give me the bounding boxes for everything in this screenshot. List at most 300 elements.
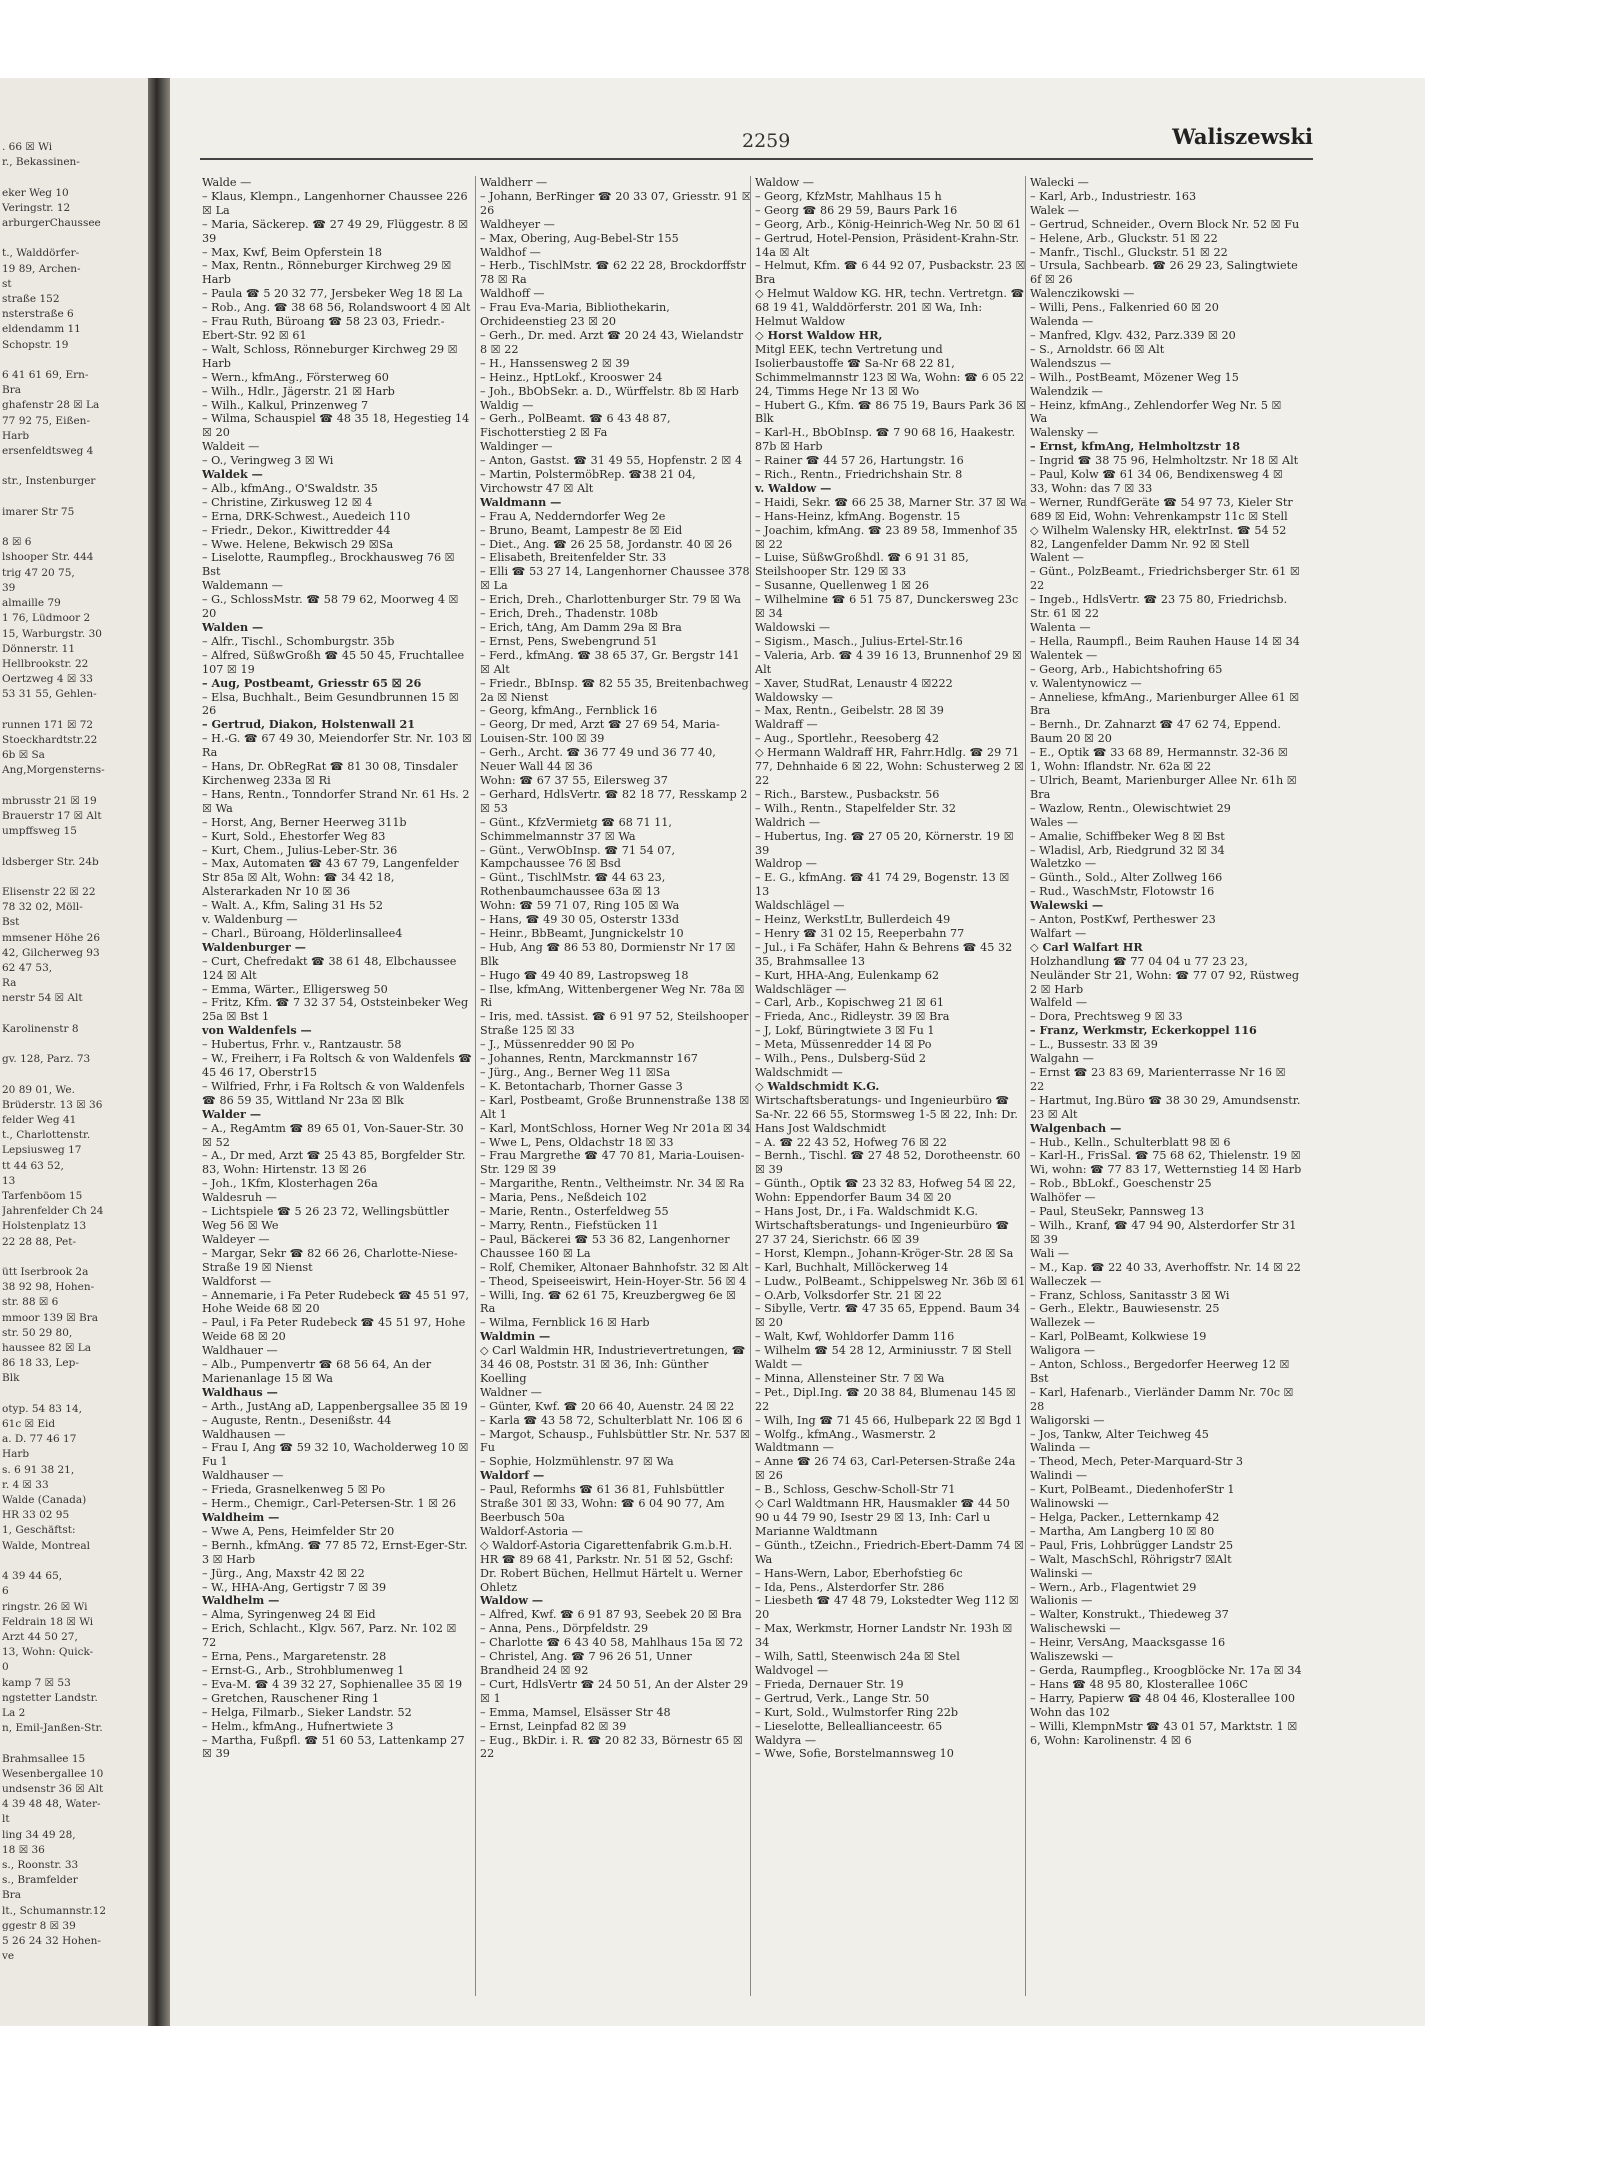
fragment-line: Arzt 44 50 27, bbox=[2, 1630, 78, 1643]
directory-entry: – Paul, Fris, Lohbrügger Landstr 25 bbox=[1030, 1538, 1234, 1552]
surname-heading: Waldyra — bbox=[755, 1733, 817, 1747]
directory-entry: – Wazlow, Rentn., Olewischtwiet 29 bbox=[1030, 801, 1231, 815]
fragment-line bbox=[2, 1007, 146, 1022]
directory-entry: – Karla ☎ 43 58 72, Schulterblatt Nr. 106 ☒ 6 bbox=[480, 1413, 743, 1427]
fragment-line: Schopstr. 19 bbox=[2, 338, 69, 351]
fragment-line: ve bbox=[2, 1950, 15, 1963]
surname-heading: Waldhoff — bbox=[480, 287, 545, 301]
fragment-line: ling 34 49 28, bbox=[2, 1828, 76, 1841]
fragment-line: str., Instenburger bbox=[2, 475, 96, 488]
directory-entry: – Auguste, Rentn., Desenißstr. 44 bbox=[202, 1413, 392, 1427]
header-rule bbox=[200, 158, 1313, 160]
directory-entry: – Wilma, Schauspiel ☎ 48 35 18, Hegestieg 14 ☒ 20 bbox=[202, 412, 470, 440]
fragment-line: Brüderstr. 13 ☒ 36 bbox=[2, 1098, 103, 1111]
surname-heading: Waldhausen — bbox=[202, 1427, 286, 1441]
directory-entry: – E. G., kfmAng. ☎ 41 74 29, Bogenstr. 13 ☒ 13 bbox=[755, 871, 1010, 899]
previous-page-edge bbox=[0, 78, 153, 2026]
surname-heading: Walenda — bbox=[1030, 315, 1094, 329]
directory-entry: – Diet., Ang. ☎ 26 25 58, Jordanstr. 40 ☒ 26 bbox=[480, 537, 733, 551]
directory-entry: – Ferd., kfmAng. ☎ 38 65 37, Gr. Bergstr 141 ☒ Alt bbox=[480, 648, 740, 676]
directory-entry: – Kurt, Chem., Julius-Leber-Str. 36 bbox=[202, 843, 398, 857]
directory-entry: – Iris, med. tAssist. ☎ 6 91 97 52, Steilshooper Straße 125 ☒ 33 bbox=[480, 1010, 749, 1038]
directory-entry: – Wern., Arb., Flagentwiet 29 bbox=[1030, 1580, 1197, 1594]
surname-heading: v. Walentynowicz — bbox=[1030, 676, 1142, 690]
fragment-line: 1, Geschäftst: bbox=[2, 1524, 76, 1537]
directory-entry: – Werner, RundfGeräte ☎ 54 97 73, Kieler Str 689 ☒ Eid, Wohn: Vehrenkampstr 11c ☒ Stell bbox=[1030, 495, 1293, 523]
directory-entry: – Ingrid ☎ 38 75 96, Helmholtzstr. Nr 18 ☒ Alt bbox=[1030, 454, 1299, 468]
directory-entry: – Karl, Buchhalt, Millöckerweg 14 bbox=[755, 1260, 949, 1274]
fragment-line: 19 89, Archen- bbox=[2, 262, 81, 275]
fragment-line: Blk bbox=[2, 1372, 20, 1385]
fragment-line: 77 92 75, Eißen- bbox=[2, 414, 90, 427]
fragment-line: ldsberger Str. 24b bbox=[2, 855, 99, 868]
fragment-line: mmoor 139 ☒ Bra bbox=[2, 1311, 99, 1324]
directory-entry: – Wwe. Helene, Bekwisch 29 ☒Sa bbox=[202, 537, 394, 551]
directory-entry: – Georg, Arb., König-Heinrich-Weg Nr. 50 ☒ 61 bbox=[755, 217, 1022, 231]
fragment-line: Tarfenböom 15 bbox=[2, 1190, 83, 1203]
directory-entry: – Günter, Kwf. ☎ 20 66 40, Auenstr. 24 ☒ 22 bbox=[480, 1399, 735, 1413]
fragment-line: undsenstr 36 ☒ Alt bbox=[2, 1782, 104, 1795]
directory-entry: – Ernst-G., Arb., Strohblumenweg 1 bbox=[202, 1663, 405, 1677]
directory-entry: – Sibylle, Vertr. ☎ 47 35 65, Eppend. Baum 34 ☒ 20 bbox=[755, 1302, 1021, 1330]
fragment-line bbox=[2, 170, 146, 185]
directory-entry: – Valeria, Arb. ☎ 4 39 16 13, Brunnenhof 29 ☒ Alt bbox=[755, 648, 1023, 676]
directory-entry: – Harry, Papierw ☎ 48 04 46, Klosterallee 100 Wohn das 102 bbox=[1030, 1691, 1296, 1719]
fragment-line: Ra bbox=[2, 977, 17, 990]
fragment-line bbox=[2, 703, 146, 718]
fragment-line: Harb bbox=[2, 429, 30, 442]
directory-entry: – Jürg., Ang, Maxstr 42 ☒ 22 bbox=[202, 1566, 365, 1580]
fragment-line: 5 26 24 32 Hohen- bbox=[2, 1934, 101, 1947]
directory-entry: Mitgl EEK, techn Vertretung und Isolierbaustoffe ☎ Sa-Nr 68 22 81, Schimmelmannstr 123 ☒ Wa, Wohn: ☎ 6 05 22 24, Timms Hege Nr 13 ☒ Wo bbox=[755, 342, 1025, 398]
surname-heading: Walewski — bbox=[1030, 898, 1104, 913]
fragment-line: n, Emil-Janßen-Str. bbox=[2, 1722, 103, 1735]
surname-heading: Waldhelm — bbox=[202, 1593, 280, 1608]
directory-entry: – Alfr., Tischl., Schomburgstr. 35b bbox=[202, 634, 395, 648]
surname-heading: Walinski — bbox=[1030, 1566, 1093, 1580]
directory-entry: – Hans, Dr. ObRegRat ☎ 81 30 08, Tinsdaler Kirchenweg 233a ☒ Ri bbox=[202, 760, 458, 787]
directory-entry: – Frau I, Ang ☎ 59 32 10, Wacholderweg 10 ☒ Fu 1 bbox=[202, 1441, 469, 1469]
surname-heading: Walden — bbox=[202, 620, 264, 634]
directory-entry: – A. ☎ 22 43 52, Hofweg 76 ☒ 22 bbox=[755, 1135, 947, 1149]
directory-entry: – Aug., Sportlehr., Reesoberg 42 bbox=[755, 732, 940, 746]
fragment-line: 0 bbox=[2, 1661, 9, 1674]
fragment-line bbox=[2, 353, 146, 368]
directory-entry: – Willi, Pens., Falkenried 60 ☒ 20 bbox=[1030, 301, 1219, 315]
directory-entry: – B., Schloss, Geschw-Scholl-Str 71 bbox=[755, 1483, 956, 1497]
surname-heading: Waliszewski — bbox=[1030, 1650, 1114, 1664]
directory-entry: – Wwe, Sofie, Borstelmannsweg 10 bbox=[755, 1747, 954, 1761]
surname-heading: Waldmin — bbox=[480, 1329, 551, 1344]
directory-entry: – Horst, Klempn., Johann-Kröger-Str. 28 ☒ Sa bbox=[755, 1246, 1014, 1260]
surname-heading: Waldhauser — bbox=[202, 1469, 284, 1483]
fragment-line: ggestr 8 ☒ 39 bbox=[2, 1919, 76, 1932]
directory-entry: – M., Kap. ☎ 22 40 33, Averhoffstr. Nr. 14 ☒ 22 bbox=[1030, 1260, 1301, 1274]
directory-entry: – Rolf, Chemiker, Altonaer Bahnhofstr. 32 ☒ Alt bbox=[480, 1260, 749, 1274]
directory-entry: – Paul, i Fa Peter Rudebeck ☎ 45 51 97, Hohe Weide 68 ☒ 20 bbox=[202, 1316, 466, 1344]
fragment-line bbox=[2, 870, 146, 885]
directory-entry: Holzhandlung ☎ 77 04 04 u 77 23 23, Neuländer Str 21, Wohn: ☎ 77 07 92, Rüstweg 2 ☒ Harb bbox=[1030, 954, 1300, 996]
fragment-line bbox=[2, 1736, 146, 1751]
surname-heading: Waldorf — bbox=[480, 1468, 545, 1483]
directory-entry: ◇ Carl Waldmin HR, Industrievertretungen, ☎ 34 46 08, Poststr. 31 ☒ 36, Inh: Günther Koelling bbox=[480, 1344, 746, 1385]
fragment-line: 39 bbox=[2, 581, 16, 594]
directory-entry: – Alb., kfmAng., O'Swaldstr. 35 bbox=[202, 481, 378, 495]
surname-heading: Waldowsky — bbox=[755, 690, 833, 704]
surname-heading: Waldt — bbox=[755, 1358, 803, 1372]
directory-column-4 bbox=[1030, 176, 1302, 1747]
fragment-line: eldendamm 11 bbox=[2, 323, 81, 336]
directory-entry: – Manfr., Tischl., Gluckstr. 51 ☒ 22 bbox=[1030, 245, 1228, 259]
directory-entry: – Wilfried, Frhr, i Fa Roltsch & von Waldenfels ☎ 86 59 35, Wittland Nr 23a ☒ Blk bbox=[202, 1079, 465, 1107]
directory-entry: – Georg, kfmAng., Fernblick 16 bbox=[480, 704, 658, 718]
directory-entry: – Rich., Rentn., Friedrichshain Str. 8 bbox=[755, 468, 963, 482]
directory-entry: – Gerh., Dr. med. Arzt ☎ 20 24 43, Wielandstr 8 ☒ 22 bbox=[480, 328, 744, 356]
surname-heading: Waldowski — bbox=[755, 621, 831, 634]
directory-entry: – Hans, ☎ 49 30 05, Osterstr 133d bbox=[480, 913, 680, 927]
fragment-line: haussee 82 ☒ La bbox=[2, 1342, 92, 1355]
directory-entry: – Margar, Sekr ☎ 82 66 26, Charlotte-Niese-Straße 19 ☒ Nienst bbox=[202, 1246, 458, 1274]
surname-heading: Waldhof — bbox=[480, 245, 541, 259]
surname-heading: Waligora — bbox=[1030, 1344, 1096, 1358]
directory-entry: – Rob., Ang. ☎ 38 68 56, Rolandswoort 4 ☒ Alt bbox=[202, 301, 471, 315]
directory-entry: – Friedr., BbInsp. ☎ 82 55 35, Breitenbachweg 2a ☒ Nienst bbox=[480, 676, 749, 704]
fragment-line: a. D. 77 46 17 bbox=[2, 1433, 77, 1446]
directory-entry: – H., Hanssensweg 2 ☒ 39 bbox=[480, 356, 630, 370]
directory-entry: – Wern., kfmAng., Försterweg 60 bbox=[202, 370, 389, 384]
directory-entry: – Marry, Rentn., Fiefstücken 11 bbox=[480, 1218, 659, 1232]
surname-heading: Walionis — bbox=[1030, 1594, 1093, 1608]
fragment-line: otyp. 54 83 14, bbox=[2, 1402, 82, 1415]
directory-entry: – Kurt, HHA-Ang, Eulenkamp 62 bbox=[755, 968, 940, 982]
fragment-line: umpffsweg 15 bbox=[2, 825, 77, 838]
fragment-line: 38 92 98, Hohen- bbox=[2, 1281, 95, 1294]
directory-entry: – Herb., TischlMstr. ☎ 62 22 28, Brockdorffstr 78 ☒ Ra bbox=[480, 259, 747, 287]
directory-column-2 bbox=[480, 176, 752, 1761]
surname-heading: Waldeyer — bbox=[202, 1232, 270, 1246]
fragment-line: eker Weg 10 bbox=[2, 186, 69, 199]
directory-entry: – Georg, Arb., Habichtshofring 65 bbox=[1030, 662, 1223, 676]
directory-entry: – Gerhard, HdlsVertr. ☎ 82 18 77, Resskamp 2 ☒ 53 bbox=[480, 787, 748, 815]
directory-entry: – Horst, Ang, Berner Heerweg 311b bbox=[202, 815, 407, 829]
fragment-line: imarer Str 75 bbox=[2, 505, 75, 518]
directory-entry: – Erich, Dreh., Charlottenburger Str. 79 ☒ Wa bbox=[480, 593, 741, 607]
directory-entry: – Hans Jost, Dr., i Fa. Waldschmidt K.G. Wirtschaftsberatungs- und Ingenieurbüro ☎ 27 37 24, Sierichstr. 66 ☒ 39 bbox=[755, 1205, 1010, 1246]
fragment-line: Stoeckhardtstr.22 bbox=[2, 733, 98, 746]
directory-entry: – Theod, Speiseeiswirt, Hein-Hoyer-Str. 56 ☒ 4 bbox=[480, 1274, 747, 1288]
directory-entry: – Alma, Syringenweg 24 ☒ Eid bbox=[202, 1608, 376, 1622]
surname-heading: Walenta — bbox=[1030, 621, 1091, 634]
fragment-line: Karolinenstr 8 bbox=[2, 1022, 79, 1035]
surname-heading: Waldow — bbox=[480, 1593, 544, 1608]
directory-entry: – Martin, PolstermöbRep. ☎38 21 04, Virchowstr 47 ☒ Alt bbox=[480, 468, 696, 495]
directory-entry: – Ernst, Leinpfad 82 ☒ 39 bbox=[480, 1719, 627, 1733]
fragment-line: 8 ☒ 6 bbox=[2, 536, 32, 549]
surname-heading: Waldorf-Astoria — bbox=[480, 1524, 583, 1538]
directory-entry: – Marie, Rentn., Osterfeldweg 55 bbox=[480, 1205, 669, 1219]
surname-heading: Walfart — bbox=[1030, 926, 1087, 940]
directory-entry: – Christine, Zirkusweg 12 ☒ 4 bbox=[202, 495, 373, 509]
surname-heading: Walhöfer — bbox=[1030, 1191, 1096, 1205]
directory-entry: – Frieda, Anc., Ridleystr. 39 ☒ Bra bbox=[755, 1010, 950, 1024]
directory-entry: – Helga, Packer., Letternkamp 42 bbox=[1030, 1511, 1220, 1524]
directory-entry: – Bernh., Dr. Zahnarzt ☎ 47 62 74, Eppend. Baum 20 ☒ 20 bbox=[1030, 718, 1281, 746]
directory-entry: – Heinz, kfmAng., Zehlendorfer Weg Nr. 5 ☒ Wa bbox=[1030, 398, 1282, 426]
fragment-line: Veringstr. 12 bbox=[2, 201, 71, 214]
surname-heading: Waldschläger — bbox=[755, 982, 847, 996]
directory-entry: – Eva-M. ☎ 4 39 32 27, Sophienallee 35 ☒ 19 bbox=[202, 1677, 463, 1691]
directory-entry: Wohn: ☎ 67 37 55, Eilersweg 37 bbox=[480, 773, 668, 787]
directory-entry: – Hubertus, Ing. ☎ 27 05 20, Körnerstr. 19 ☒ 39 bbox=[755, 829, 1014, 857]
fragment-line: Brauerstr 17 ☒ Alt bbox=[2, 809, 102, 822]
directory-entry: – Günt., TischlMstr. ☎ 44 63 23, Rothenbaumchaussee 63a ☒ 13 bbox=[480, 871, 666, 899]
directory-entry: – Hub, Ang ☎ 86 53 80, Dormienstr Nr 17 ☒ Blk bbox=[480, 940, 736, 968]
directory-entry: – Minna, Allensteiner Str. 7 ☒ Wa bbox=[755, 1371, 945, 1385]
fragment-line bbox=[2, 1554, 146, 1569]
fragment-line: 18 ☒ 36 bbox=[2, 1843, 45, 1856]
directory-entry: – Willi, KlempnMstr ☎ 43 01 57, Marktstr. 1 ☒ 6, Wohn: Karolinenstr. 4 ☒ 6 bbox=[1030, 1719, 1298, 1747]
surname-heading: Waldemann — bbox=[202, 579, 283, 593]
directory-entry: – Georg, KfzMstr, Mahlhaus 15 h bbox=[755, 189, 942, 203]
directory-entry: – Gerda, Raumpfleg., Kroogblöcke Nr. 17a ☒ 34 bbox=[1030, 1663, 1302, 1677]
fragment-line bbox=[2, 779, 146, 794]
directory-entry: – Hub., Kelln., Schulterblatt 98 ☒ 6 bbox=[1030, 1135, 1231, 1149]
fragment-line: trig 47 20 75, bbox=[2, 566, 75, 579]
fragment-line: s., Bramfelder bbox=[2, 1874, 78, 1887]
fragment-line: Wesenbergallee 10 bbox=[2, 1767, 104, 1780]
fragment-line: straße 152 bbox=[2, 293, 60, 306]
directory-entry: – Max, Rentn., Rönneburger Kirchweg 29 ☒ Harb bbox=[202, 259, 452, 287]
surname-heading: Waldinger — bbox=[480, 440, 553, 454]
fragment-line: Lepsiusweg 17 bbox=[2, 1144, 82, 1157]
fragment-line: 1 76, Lüdmoor 2 bbox=[2, 612, 91, 625]
directory-entry: – Elli ☎ 53 27 14, Langenhorner Chaussee 378 ☒ La bbox=[480, 565, 750, 593]
directory-entry: – Wilh., Pens., Dulsberg-Süd 2 bbox=[755, 1052, 927, 1066]
surname-heading: Walensky — bbox=[1030, 426, 1099, 440]
directory-entry: – Klaus, Klempn., Langenhorner Chaussee 226 ☒ La bbox=[202, 189, 468, 217]
directory-entry: – Johannes, Rentn, Marckmannstr 167 bbox=[480, 1052, 698, 1066]
directory-entry: – Wilh., Rentn., Stapelfelder Str. 32 bbox=[755, 801, 956, 815]
directory-entry: – Walt. A., Kfm, Saling 31 Hs 52 bbox=[202, 899, 383, 913]
directory-entry: – Karl, MontSchloss, Horner Weg Nr 201a ☒ 34 bbox=[480, 1121, 751, 1135]
surname-heading: Waldrich — bbox=[755, 815, 821, 829]
fragment-line: nerstr 54 ☒ Alt bbox=[2, 992, 83, 1005]
directory-entry: – Sophie, Holzmühlenstr. 97 ☒ Wa bbox=[480, 1455, 674, 1469]
directory-entry: – Haidi, Sekr. ☎ 66 25 38, Marner Str. 37 ☒ Wa bbox=[755, 495, 1027, 509]
surname-heading: Waletzko — bbox=[1030, 857, 1097, 871]
directory-entry: Wirtschaftsberatungs- und Ingenieurbüro ☎ Sa-Nr. 22 66 55, Stormsweg 1-5 ☒ 22, Inh: Dr. Hans Jost Waldschmidt bbox=[755, 1093, 1018, 1135]
directory-entry: – L., Bussestr. 33 ☒ 39 bbox=[1030, 1038, 1158, 1052]
directory-entry: – Liselotte, Raumpfleg., Brockhausweg 76 ☒ Bst bbox=[202, 551, 455, 579]
previous-page-fragments bbox=[2, 140, 146, 1964]
fragment-line: 42, Gilcherweg 93 bbox=[2, 946, 100, 959]
directory-entry: – J., Müssenredder 90 ☒ Po bbox=[480, 1038, 635, 1052]
fragment-line bbox=[2, 1037, 146, 1052]
directory-entry: – Rob., BbLokf., Goeschenstr 25 bbox=[1030, 1177, 1212, 1191]
surname-heading: Waldherr — bbox=[480, 176, 548, 189]
fragment-line: ngstetter Landstr. bbox=[2, 1691, 98, 1704]
directory-entry: ◇ Carl Walfart HR bbox=[1030, 939, 1143, 954]
directory-entry: – Lichtspiele ☎ 5 26 23 72, Wellingsbüttler Weg 56 ☒ We bbox=[202, 1205, 450, 1232]
fragment-line: La 2 bbox=[2, 1706, 26, 1719]
surname-heading: Waldrop — bbox=[755, 857, 817, 871]
directory-entry: – Frieda, Dernauer Str. 19 bbox=[755, 1677, 904, 1691]
fragment-line: t., Charlottenstr. bbox=[2, 1129, 91, 1142]
directory-entry: – Xaver, StudRat, Lenaustr 4 ☒222 bbox=[755, 676, 953, 690]
fragment-line: lt bbox=[2, 1813, 10, 1826]
fragment-line: lshooper Str. 444 bbox=[2, 551, 94, 564]
fragment-line: 86 18 33, Lep- bbox=[2, 1357, 79, 1370]
fragment-line: s., Roonstr. 33 bbox=[2, 1858, 79, 1871]
directory-entry: – Wilh., PostBeamt, Mözener Weg 15 bbox=[1030, 370, 1239, 384]
directory-entry: – Karl, Hafenarb., Vierländer Damm Nr. 70c ☒ 28 bbox=[1030, 1385, 1294, 1413]
directory-entry: – Anton, Gastst. ☎ 31 49 55, Hopfenstr. 2 ☒ 4 bbox=[480, 454, 743, 468]
directory-entry: – Ingeb., HdlsVertr. ☎ 23 75 80, Friedrichsb. Str. 61 ☒ 22 bbox=[1030, 593, 1288, 621]
surname-heading: Wales — bbox=[1030, 815, 1078, 829]
directory-entry: – Heinr., BbBeamt, Jungnickelstr 10 bbox=[480, 926, 684, 940]
directory-entry: – Paul, SteuSekr, Pannsweg 13 bbox=[1030, 1205, 1205, 1219]
directory-entry: – Helga, Filmarb., Sieker Landstr. 52 bbox=[202, 1705, 412, 1719]
directory-entry: – Wolfg., kfmAng., Wasmerstr. 2 bbox=[755, 1427, 936, 1441]
directory-entry: – Hans-Heinz, kfmAng. Bogenstr. 15 bbox=[755, 509, 961, 523]
surname-heading: Walecki — bbox=[1030, 176, 1089, 189]
directory-entry: – W., HHA-Ang, Gertigstr 7 ☒ 39 bbox=[202, 1580, 387, 1594]
surname-heading: Walfeld — bbox=[1030, 996, 1088, 1010]
fragment-line: r. 4 ☒ 33 bbox=[2, 1478, 49, 1491]
fragment-line: Bra bbox=[2, 1889, 21, 1902]
directory-entry: – Frieda, Grasnelkenweg 5 ☒ Po bbox=[202, 1483, 386, 1497]
page-number: 2259 bbox=[742, 130, 791, 152]
directory-entry: – Herm., Chemigr., Carl-Petersen-Str. 1 ☒ 26 bbox=[202, 1497, 456, 1511]
directory-entry: – Anton, PostKwf, Pertheswег 23 bbox=[1030, 913, 1216, 927]
directory-entry: – Wilma, Fernblick 16 ☒ Harb bbox=[480, 1316, 650, 1330]
directory-entry: – Gertrud, Diakon, Holstenwall 21 bbox=[202, 717, 416, 732]
surname-heading: Waldraff — bbox=[755, 718, 818, 732]
fragment-line: felder Weg 41 bbox=[2, 1114, 77, 1126]
fragment-line: 22 28 88, Pet- bbox=[2, 1235, 77, 1248]
directory-entry: ◇ Wilhelm Walensky HR, elektrInst. ☎ 54 52 82, Langenfelder Damm Nr. 92 ☒ Stell bbox=[1030, 523, 1287, 551]
surname-heading: Waldhauer — bbox=[202, 1344, 278, 1358]
directory-entry: – Kurt, PolBeamt., DiedenhoferStr 1 bbox=[1030, 1483, 1235, 1497]
directory-entry: – Wilh, Sattl, Steenwisch 24a ☒ Stel bbox=[755, 1650, 960, 1664]
directory-entry: – Carl, Arb., Kopischweg 21 ☒ 61 bbox=[755, 996, 944, 1010]
directory-entry: Wohn: ☎ 59 71 07, Ring 105 ☒ Wa bbox=[480, 899, 680, 913]
surname-heading: Walder — bbox=[202, 1106, 262, 1121]
fragment-line: almaille 79 bbox=[2, 597, 61, 610]
directory-entry: – Wilh., Kranf, ☎ 47 94 90, Alsterdorfer Str 31 ☒ 39 bbox=[1030, 1218, 1297, 1246]
directory-entry: – Walt, Kwf, Wohldorfer Damm 116 bbox=[755, 1330, 955, 1344]
directory-entry: – Joh., 1Kfm, Klosterhagen 26a bbox=[202, 1177, 378, 1191]
surname-heading: v. Waldow — bbox=[755, 480, 832, 495]
fragment-line: ersenfeldtsweg 4 bbox=[2, 445, 94, 458]
directory-entry: – Margot, Schausp., Fuhlsbüttler Str. Nr. 537 ☒ Fu bbox=[480, 1427, 751, 1455]
fragment-line: Harb bbox=[2, 1448, 30, 1461]
directory-entry: – Christel, Ang. ☎ 7 96 26 51, Unner Brandheid 24 ☒ 92 bbox=[480, 1650, 692, 1677]
fragment-line: 6b ☒ Sa bbox=[2, 749, 45, 762]
fragment-line: t., Walddörfer- bbox=[2, 247, 80, 260]
directory-entry: – Bernh., kfmAng. ☎ 77 85 72, Ernst-Eger-Str. 3 ☒ Harb bbox=[202, 1538, 468, 1566]
directory-entry: – Wwe L, Pens, Oldachstr 18 ☒ 33 bbox=[480, 1135, 674, 1149]
fragment-line bbox=[2, 1067, 146, 1082]
directory-entry: – Joh., BbObSekr. a. D., Würffelstr. 8b ☒ Harb bbox=[480, 384, 739, 398]
fragment-line: 62 47 53, bbox=[2, 961, 53, 974]
directory-entry: – Frau Ruth, Büroang ☎ 58 23 03, Friedr.-Ebert-Str. 92 ☒ 61 bbox=[202, 315, 445, 342]
directory-entry: – Günt., PolzBeamt., Friedrichsberger Str. 61 ☒ 22 bbox=[1030, 565, 1300, 593]
directory-entry: – Helmut, Kfm. ☎ 6 44 92 07, Pusbackstr. 23 ☒ Bra bbox=[755, 259, 1026, 287]
fragment-line: Brahmsallee 15 bbox=[2, 1752, 86, 1765]
surname-heading: Waldmann — bbox=[480, 494, 562, 509]
directory-entry: – Meta, Müssenredder 14 ☒ Po bbox=[755, 1038, 932, 1052]
directory-entry: – Karl-H., BbObInsp. ☎ 7 90 68 16, Haakestr. 87b ☒ Harb bbox=[755, 426, 1016, 454]
directory-entry: – Emma, Wärter., Elligersweg 50 bbox=[202, 982, 388, 996]
directory-entry: – Wilhelmine ☎ 6 51 75 87, Dunckersweg 23c ☒ 34 bbox=[755, 593, 1019, 621]
directory-entry: – Emma, Mamsel, Elsässer Str 48 bbox=[480, 1705, 671, 1719]
directory-entry: – Hugo ☎ 49 40 89, Lastropsweg 18 bbox=[480, 968, 689, 982]
surname-heading: Walek — bbox=[1030, 203, 1079, 217]
directory-entry: – Rainer ☎ 44 57 26, Hartungstr. 16 bbox=[755, 454, 964, 468]
directory-entry: – Franz, Schloss, Sanitasstr 3 ☒ Wi bbox=[1030, 1288, 1230, 1302]
directory-entry: – Bernh., Tischl. ☎ 27 48 52, Dorotheenstr. 60 ☒ 39 bbox=[755, 1149, 1021, 1177]
directory-entry: – Alfred, Kwf. ☎ 6 91 87 93, Seebek 20 ☒ Bra bbox=[480, 1608, 742, 1622]
fragment-line: 6 41 61 69, Ern- bbox=[2, 369, 89, 382]
directory-entry: – Heinz, WerkstLtr, Bullerdeich 49 bbox=[755, 913, 951, 927]
column-divider bbox=[475, 176, 476, 1996]
surname-heading: Waldheim — bbox=[202, 1510, 280, 1524]
surname-heading: Waldesruh — bbox=[202, 1191, 277, 1205]
fragment-line: . 66 ☒ Wi bbox=[2, 141, 53, 153]
fragment-line: r., Bekassinen- bbox=[2, 156, 80, 169]
fragment-line: mbrusstr 21 ☒ 19 bbox=[2, 794, 97, 807]
directory-entry: – Paul, Bäckerei ☎ 53 36 82, Langenhorner Chaussee 160 ☒ La bbox=[480, 1232, 730, 1260]
directory-entry: – Maria, Säckerep. ☎ 27 49 29, Flüggestr. 8 ☒ 39 bbox=[202, 217, 469, 245]
fragment-line: 20 89 01, We. bbox=[2, 1083, 75, 1096]
fragment-line: 13, Wohn: Quick- bbox=[2, 1646, 94, 1659]
surname-heading: Waldtmann — bbox=[755, 1441, 834, 1455]
directory-entry: – Henry ☎ 31 02 15, Reeperbahn 77 bbox=[755, 926, 965, 940]
fragment-line: HR 33 02 95 bbox=[2, 1509, 70, 1522]
fragment-line bbox=[2, 520, 146, 535]
directory-entry: – Jos, Tankw, Alter Teichweg 45 bbox=[1030, 1427, 1209, 1441]
directory-entry: – Dora, Prechtsweg 9 ☒ 33 bbox=[1030, 1010, 1183, 1024]
directory-entry: – S., Arnoldstr. 66 ☒ Alt bbox=[1030, 342, 1165, 356]
directory-entry: – Eug., BkDir. i. R. ☎ 20 82 33, Börnestr 65 ☒ 22 bbox=[480, 1733, 743, 1761]
fragment-line: Oertzweg 4 ☒ 33 bbox=[2, 673, 93, 686]
directory-entry: – Susanne, Quellenweg 1 ☒ 26 bbox=[755, 579, 929, 593]
directory-entry: – Hella, Raumpfl., Beim Rauhen Hause 14 ☒ 34 bbox=[1030, 634, 1300, 648]
directory-entry: – Karl-H., FrisSal. ☎ 75 68 62, Thielenstr. 19 ☒ Wi, wohn: ☎ 77 83 17, Wetternstieg 14 ☒ Harb bbox=[1030, 1149, 1302, 1177]
surname-heading: Waldek — bbox=[202, 467, 263, 482]
directory-entry: – Amalie, Schiffbeker Weg 8 ☒ Bst bbox=[1030, 829, 1225, 843]
surname-heading: Walentek — bbox=[1030, 648, 1098, 662]
surname-heading: Walent — bbox=[1030, 551, 1084, 565]
directory-entry: – Fritz, Kfm. ☎ 7 32 37 54, Oststeinbeker Weg 25a ☒ Bst 1 bbox=[202, 996, 469, 1024]
directory-entry: ◇ Waldschmidt K.G. bbox=[755, 1078, 880, 1093]
fragment-line: Ang,Morgensterns- bbox=[2, 764, 105, 777]
fragment-line: runnen 171 ☒ 72 bbox=[2, 718, 94, 731]
directory-column-1 bbox=[202, 176, 474, 1761]
directory-entry: – Georg ☎ 86 29 59, Baurs Park 16 bbox=[755, 203, 958, 217]
directory-entry: – Martha, Fußpfl. ☎ 51 60 53, Lattenkamp 27 ☒ 39 bbox=[202, 1733, 465, 1761]
directory-entry: – Hartmut, Ing.Büro ☎ 38 30 29, Amundsenstr. 23 ☒ Alt bbox=[1030, 1093, 1301, 1121]
surname-heading: Waldig — bbox=[480, 398, 534, 412]
directory-entry: – Karl, Postbeamt, Große Brunnenstraße 138 ☒ Alt 1 bbox=[480, 1093, 750, 1121]
directory-entry: – Jul., i Fa Schäfer, Hahn & Behrens ☎ 45 32 35, Brahmsallee 13 bbox=[755, 940, 1013, 968]
directory-entry: – Luise, SüßwGroßhdl. ☎ 6 91 31 85, Steilshooper Str. 129 ☒ 33 bbox=[755, 551, 969, 579]
directory-entry: – O., Veringweg 3 ☒ Wi bbox=[202, 454, 334, 468]
directory-entry: ◇ Carl Waldtmann HR, Hausmakler ☎ 44 50 90 u 44 79 90, Isestr 29 ☒ 13, Inh: Carl u Marianne Waldtmann bbox=[755, 1497, 1010, 1538]
directory-entry: – Charlotte ☎ 6 43 40 58, Mahlhaus 15a ☒ 72 bbox=[480, 1636, 744, 1650]
surname-heading: Waldow — bbox=[755, 176, 814, 189]
